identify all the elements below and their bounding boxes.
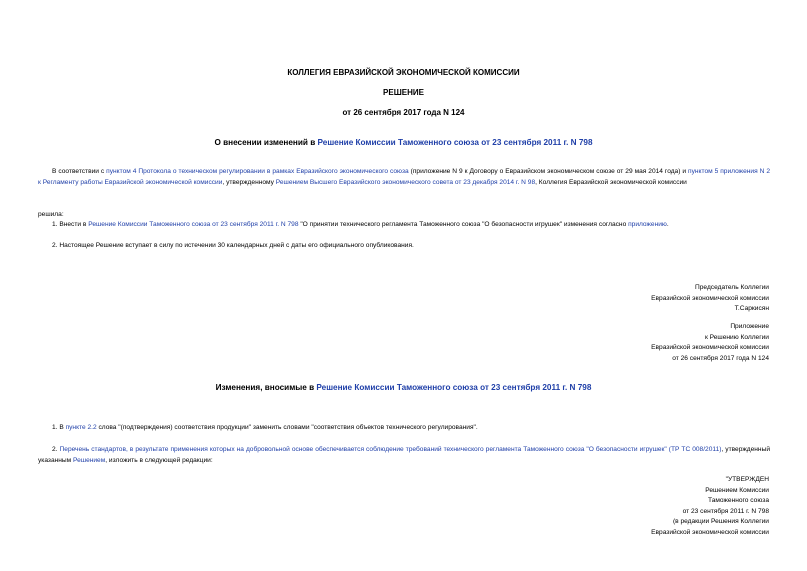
item-text: . bbox=[666, 221, 669, 228]
approved-line: Решением Комиссии bbox=[705, 486, 769, 494]
preamble-paragraph bbox=[38, 166, 770, 188]
decision-798-link[interactable]: Решение Комиссии Таможенного союза от 23 сентября 2011 г. N 798 bbox=[88, 221, 299, 228]
item-2: 2. Настоящее Решение вступает в силу по истечении 30 календарных дней с даты его официального опубликования. bbox=[52, 242, 414, 249]
signature-block bbox=[651, 283, 769, 315]
change-text: 1. В bbox=[52, 424, 66, 431]
decided-label: решила: bbox=[38, 211, 64, 218]
decision-link[interactable]: Решением bbox=[73, 457, 106, 464]
change-1 bbox=[52, 422, 772, 433]
approved-line: Евразийской экономической комиссии bbox=[651, 528, 769, 536]
preamble-text: , утвержденному bbox=[222, 179, 276, 186]
item-text: 1. Внести в bbox=[52, 221, 89, 228]
appendix-line: Евразийской экономической комиссии bbox=[651, 344, 769, 351]
change-text: , утвержденный указанным bbox=[38, 446, 770, 464]
doc-title-prefix: О внесении изменений в bbox=[214, 138, 318, 147]
item-text: "О принятии технического регламента Таможенного союза "О безопасности игрушек" изменения согласно bbox=[298, 221, 629, 228]
approved-block bbox=[651, 475, 769, 538]
decision-798-link[interactable]: Решение Комиссии Таможенного союза от 23 сентября 2011 г. N 798 bbox=[317, 138, 593, 147]
appendix-line: к Решению Коллегии bbox=[704, 333, 769, 341]
appendix-line: Приложение bbox=[730, 323, 769, 330]
change-2 bbox=[38, 444, 770, 466]
signature-name: Т.Саркисян bbox=[734, 305, 769, 312]
org-heading: КОЛЛЕГИЯ ЕВРАЗИЙСКОЙ ЭКОНОМИЧЕСКОЙ КОМИССИИ bbox=[287, 68, 520, 77]
changes-title bbox=[0, 383, 807, 392]
clause-2-2-link[interactable]: пункте 2.2 bbox=[65, 424, 97, 431]
item-1 bbox=[52, 219, 772, 230]
regulation-link[interactable]: пунктом 5 приложения N 2 к Регламенту работы Евразийской экономической комиссии bbox=[38, 168, 770, 186]
change-text: слова "(подтверждения) соответствия продукции" заменить словами "соответствия объектов технического регулирования". bbox=[96, 424, 478, 431]
doc-title bbox=[0, 138, 807, 147]
standards-list-link[interactable]: Перечень стандартов, в результате применения которых на добровольной основе обеспечивается соблюдение требований технического регламента Таможенного союза "О безопасности игрушек" (ТР ТС 008/2011) bbox=[59, 446, 722, 453]
doc-type-heading: РЕШЕНИЕ bbox=[383, 88, 424, 97]
appendix-line: от 26 сентября 2017 года N 124 bbox=[672, 354, 769, 362]
signature-line: Евразийской экономической комиссии bbox=[651, 294, 769, 302]
change-text: 2. bbox=[52, 446, 60, 453]
preamble-text: , Коллегия Евразийской экономической комиссии bbox=[535, 179, 687, 186]
doc-date: от 26 сентября 2017 года N 124 bbox=[342, 108, 465, 117]
preamble-text: (приложение N 9 к Договору о Евразийском экономическом союзе от 29 мая 2014 года) и bbox=[408, 168, 689, 175]
decision-798-link[interactable]: Решение Комиссии Таможенного союза от 23 сентября 2011 г. N 798 bbox=[316, 383, 592, 392]
changes-title-prefix: Изменения, вносимые в bbox=[215, 383, 317, 392]
appendix-reference bbox=[651, 322, 769, 364]
change-text: , изложить в следующей редакции: bbox=[105, 457, 213, 464]
protocol-link[interactable]: пунктом 4 Протокола о техническом регулировании в рамках Евразийского экономического союза bbox=[106, 168, 409, 175]
approved-line: "УТВЕРЖДЕН bbox=[725, 476, 769, 483]
preamble-text: В соответствии с bbox=[52, 168, 107, 175]
approved-line: от 23 сентября 2011 г. N 798 bbox=[682, 507, 769, 515]
approved-line: (в редакции Решения Коллегии bbox=[672, 518, 769, 525]
approved-line: Таможенного союза bbox=[708, 497, 769, 504]
appendix-link[interactable]: приложению bbox=[628, 221, 667, 228]
signature-line: Председатель Коллегии bbox=[695, 284, 769, 291]
supreme-council-decision-link[interactable]: Решением Высшего Евразийского экономического совета от 23 декабря 2014 г. N 98 bbox=[275, 179, 536, 186]
